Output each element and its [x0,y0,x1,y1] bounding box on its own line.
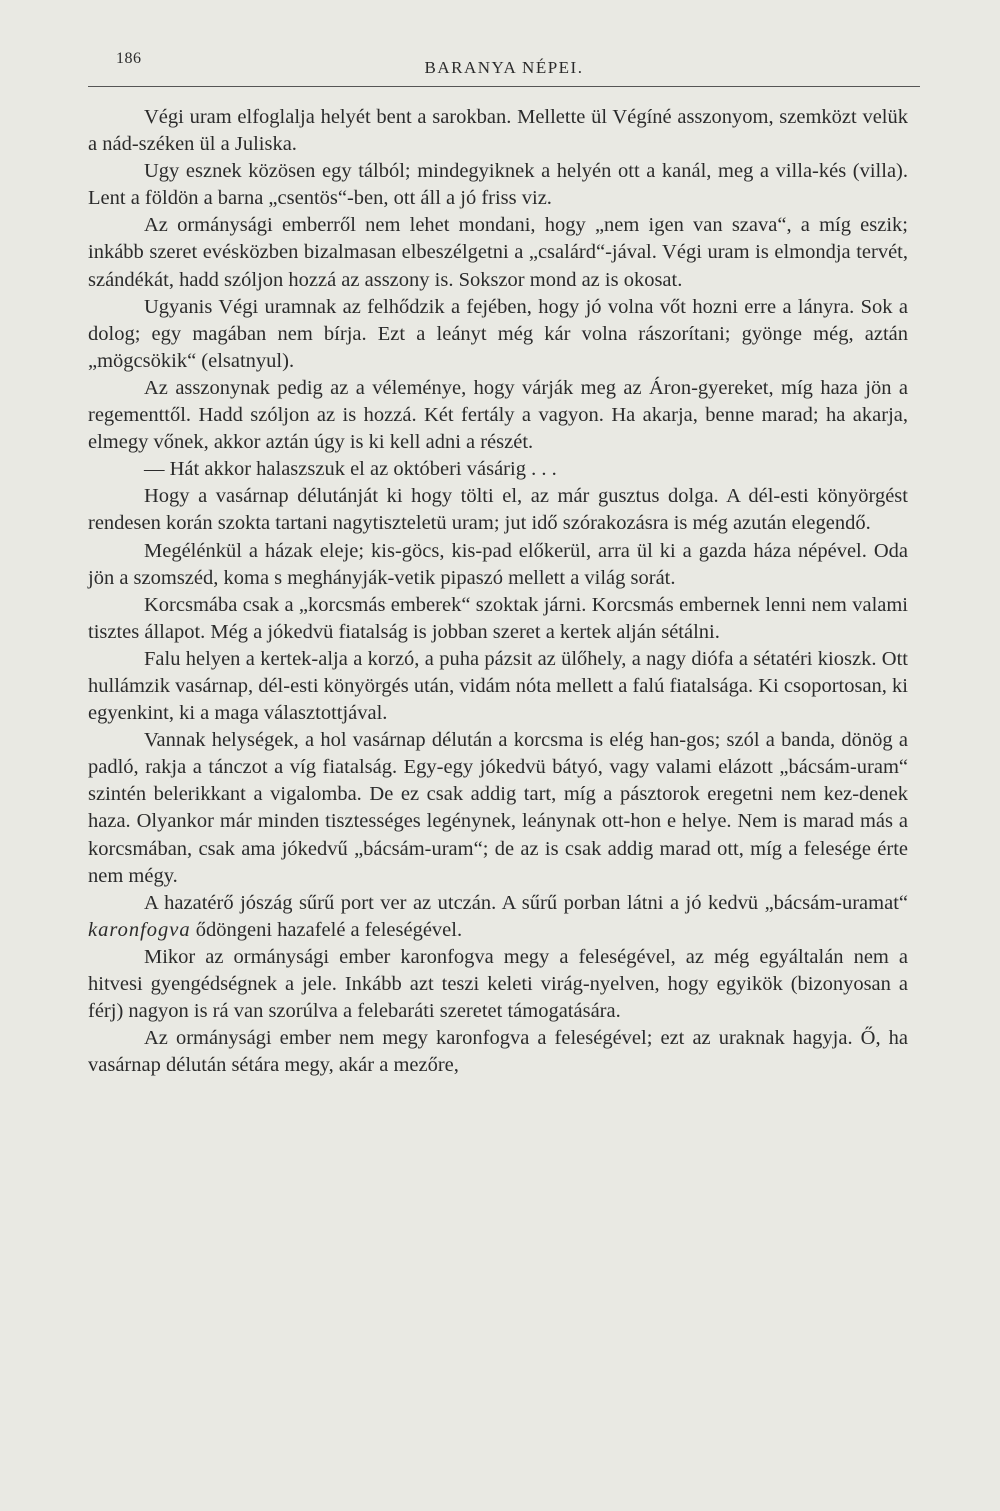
paragraph: Falu helyen a kertek-alja a korzó, a puha pázsit az ülőhely, a nagy diófa a sétatéri kioszk. Ott hullámzik vasárnap, dél-esti könyörgés után, vidám nóta mellett a falú fiatalsága. Ki csoportosan, ki egyenkint, ki a maga választottjával. [88,647,908,725]
paragraph: Megélénkül a házak eleje; kis-göcs, kis-pad előkerül, arra ül ki a gazda háza népével. Oda jön a szomszéd, koma s meghányják-vetik pipaszó mellett a világ sorát. [88,539,908,589]
running-head: BARANYA NÉPEI. [424,58,584,77]
paragraph: Mikor az ormánysági ember karonfogva megy a feleségével, az még egyáltalán nem a hitvesi gyengédségnek a jele. Inkább azt teszi keleti virág-nyelven, hogy egyikök (bizonyosan a férj) nagyon is rá van szorúlva a felebaráti szeretet támogatására. [88,945,908,1023]
paragraph: Az ormánysági ember nem megy karonfogva a feleségével; ezt az uraknak hagyja. Ő, ha vasárnap délután sétára megy, akár a mezőre, [88,1027,908,1077]
paragraph: Az ormánysági emberről nem lehet mondani, hogy „nem igen van szava“, a míg eszik; inkább szeret evésközben bizalmasan elbeszélgetni a „csalárd“-jával. Végi uram is elmondja tervét, szándékát, hadd szóljon hozzá az asszony is. Sokszor mond az is okosat. [88,214,908,291]
dialogue-line: — Hát akkor halaszszuk el az októberi vásárig . . . [144,458,557,481]
paragraph [88,890,908,944]
page-header [88,50,920,90]
paragraph: Az asszonynak pedig az a véleménye, hogy várják meg az Áron-gyereket, míg haza jön a regementtől. Hadd szóljon az is hozzá. Két fertály a vagyon. Ha akarja, benne marad; ha akarja, elmegy vőnek, akkor aztán úgy is ki kell adni a részét. [88,376,908,454]
paragraph: Ugyanis Végi uramnak az felhődzik a fejében, hogy jó volna vőt hozni erre a lányra. Sok a dolog; egy magában nem bírja. Ezt a leányt még kár volna rászorítani; gyönge még, aztán „mögcsökik“ (elsatnyul). [88,295,908,372]
emphasized-word: karonfogva [88,918,191,941]
body-text [88,104,908,1079]
header-rule [88,86,920,87]
paragraph: Vannak helységek, a hol vasárnap délután a korcsma is elég han-gos; szól a banda, dönög a padló, rakja a tánczot a víg fiatalság. Egy-egy jókedvü bátyó, vagy valami elázott „bácsám-uram“ szintén belerikkant a vigalomba. De ez csak addig tart, míg a pásztorok eregetni nem kez-denek haza. Olyankor már minden tisztességes legénynek, leánynak ott-hon e helye. Nem is marad más a korcsmában, csak ama jókedvű „bácsám-uram“; de az is csak addig marad ott, míg a felesége érte nem mégy. [88,729,908,887]
paragraph: Ugy esznek közösen egy tálból; mindegyiknek a helyén ott a kanál, meg a villa-kés (villa). Lent a földön a barna „csentös“-ben, ott áll a jó friss viz. [88,160,908,210]
paragraph: Hogy a vasárnap délutánját ki hogy tölti el, az már gusztus dolga. A dél-esti könyörgést rendesen korán szokta tartani nagytiszteletü uram; jut idő szórakozásra is még azután elegendő. [88,485,908,535]
paragraph-text-after: ődöngeni hazafelé a feleségével. [190,918,463,941]
page-number: 186 [116,50,142,67]
paragraph: Korcsmába csak a „korcsmás emberek“ szoktak járni. Korcsmás embernek lenni nem valami tisztes állapot. Még a jókedvü fiatalság is jobban szeret a kertek alján sétálni. [88,593,908,643]
paragraph-text-before: A hazatérő jószág sűrű port ver az utczán. A sűrű porban látni a jó kedvü „bácsám-uramat“ [144,891,908,914]
paragraph: Végi uram elfoglalja helyét bent a sarokban. Mellette ül Végíné asszonyom, szemközt velük a nád-széken ül a Juliska. [88,106,908,156]
